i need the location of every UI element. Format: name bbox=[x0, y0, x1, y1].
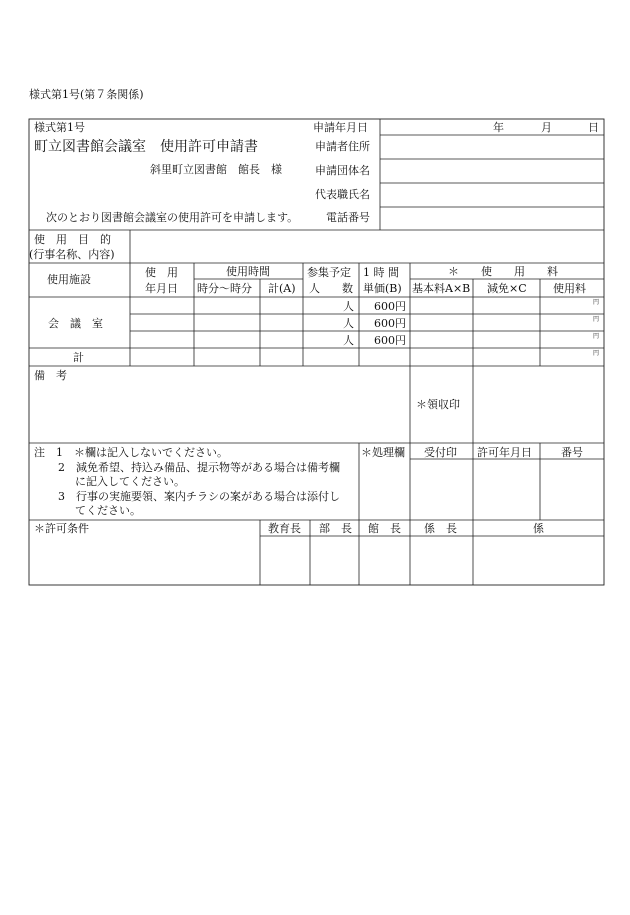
processing-label: ＊処理欄 bbox=[361, 446, 405, 459]
apply-date-label: 申請年月日 bbox=[313, 121, 368, 134]
reduction-header: 減免×C bbox=[487, 282, 527, 295]
people-header: 参集予定 bbox=[307, 266, 351, 279]
person-unit: 人 bbox=[343, 334, 354, 347]
received-stamp-header: 受付印 bbox=[424, 446, 457, 459]
org-label: 申請団体名 bbox=[315, 164, 370, 177]
unit-price-value: 600円 bbox=[374, 300, 406, 313]
time-range-header: 時分～時分 bbox=[197, 282, 252, 295]
director-header: 部 長 bbox=[319, 522, 352, 535]
declaration-text: 次のとおり図書館会議室の使用許可を申請します。 bbox=[46, 211, 299, 224]
purpose-sublabel: (行事名称、内容) bbox=[29, 248, 115, 261]
conditions-label: ＊許可条件 bbox=[34, 522, 89, 535]
usage-fee-header: 使用料 bbox=[553, 282, 586, 295]
use-date-header: 使 用 bbox=[145, 266, 178, 279]
yen-unit: 円 bbox=[593, 299, 600, 306]
form-number: 様式第1号 bbox=[34, 121, 85, 134]
yen-unit: 円 bbox=[593, 333, 600, 340]
fee-header: ＊ 使 用 料 bbox=[448, 265, 558, 278]
people-subheader: 人 数 bbox=[309, 282, 353, 295]
form-reference: 様式第1号(第７条関係) bbox=[29, 88, 144, 101]
remarks-label: 備 考 bbox=[34, 369, 67, 382]
facility-header: 使用施設 bbox=[47, 273, 91, 286]
unit-price-header: 1 時 間 bbox=[363, 266, 399, 279]
superintendent-header: 教育長 bbox=[268, 522, 301, 535]
receipt-stamp-label: ＊領収印 bbox=[416, 398, 460, 411]
staff-header: 係 bbox=[533, 522, 544, 535]
person-unit: 人 bbox=[343, 317, 354, 330]
note-2-cont: に記入してください。 bbox=[75, 475, 185, 488]
tel-label: 電話番号 bbox=[326, 211, 370, 224]
address-label: 申請者住所 bbox=[315, 140, 370, 153]
use-time-header: 使用時間 bbox=[226, 265, 270, 278]
note-1: 注 1 ＊欄は記入しないでください。 bbox=[34, 446, 228, 459]
yen-unit: 円 bbox=[593, 350, 600, 357]
purpose-label: 使 用 目 的 bbox=[34, 233, 111, 246]
number-header: 番号 bbox=[561, 446, 583, 459]
date-year-unit: 年 bbox=[493, 121, 504, 134]
total-label: 計 bbox=[73, 351, 84, 364]
yen-unit: 円 bbox=[593, 316, 600, 323]
form-title: 町立図書館会議室 使用許可申請書 bbox=[34, 139, 258, 155]
person-unit: 人 bbox=[343, 300, 354, 313]
section-chief-header: 係 長 bbox=[424, 522, 457, 535]
note-2: 2 減免希望、持込み備品、提示物等がある場合は備考欄 bbox=[58, 461, 340, 474]
permit-date-header: 許可年月日 bbox=[477, 446, 532, 459]
use-date-subheader: 年月日 bbox=[145, 282, 178, 295]
addressee: 斜里町立図書館 館長 様 bbox=[150, 163, 282, 176]
date-month-unit: 月 bbox=[541, 121, 552, 134]
rep-label: 代表職氏名 bbox=[315, 188, 370, 201]
note-3-cont: てください。 bbox=[75, 504, 141, 517]
unit-price-value: 600円 bbox=[374, 334, 406, 347]
chief-header: 館 長 bbox=[368, 522, 401, 535]
unit-price-value: 600円 bbox=[374, 317, 406, 330]
unit-price-subheader: 単価(B) bbox=[363, 282, 402, 295]
base-fee-header: 基本料A×B bbox=[412, 282, 471, 295]
date-day-unit: 日 bbox=[588, 121, 599, 134]
room-label: 会 議 室 bbox=[48, 317, 103, 330]
note-3: 3 行事の実施要領、案内チラシの案がある場合は添付し bbox=[58, 490, 340, 503]
time-total-header: 計(A) bbox=[268, 282, 296, 295]
